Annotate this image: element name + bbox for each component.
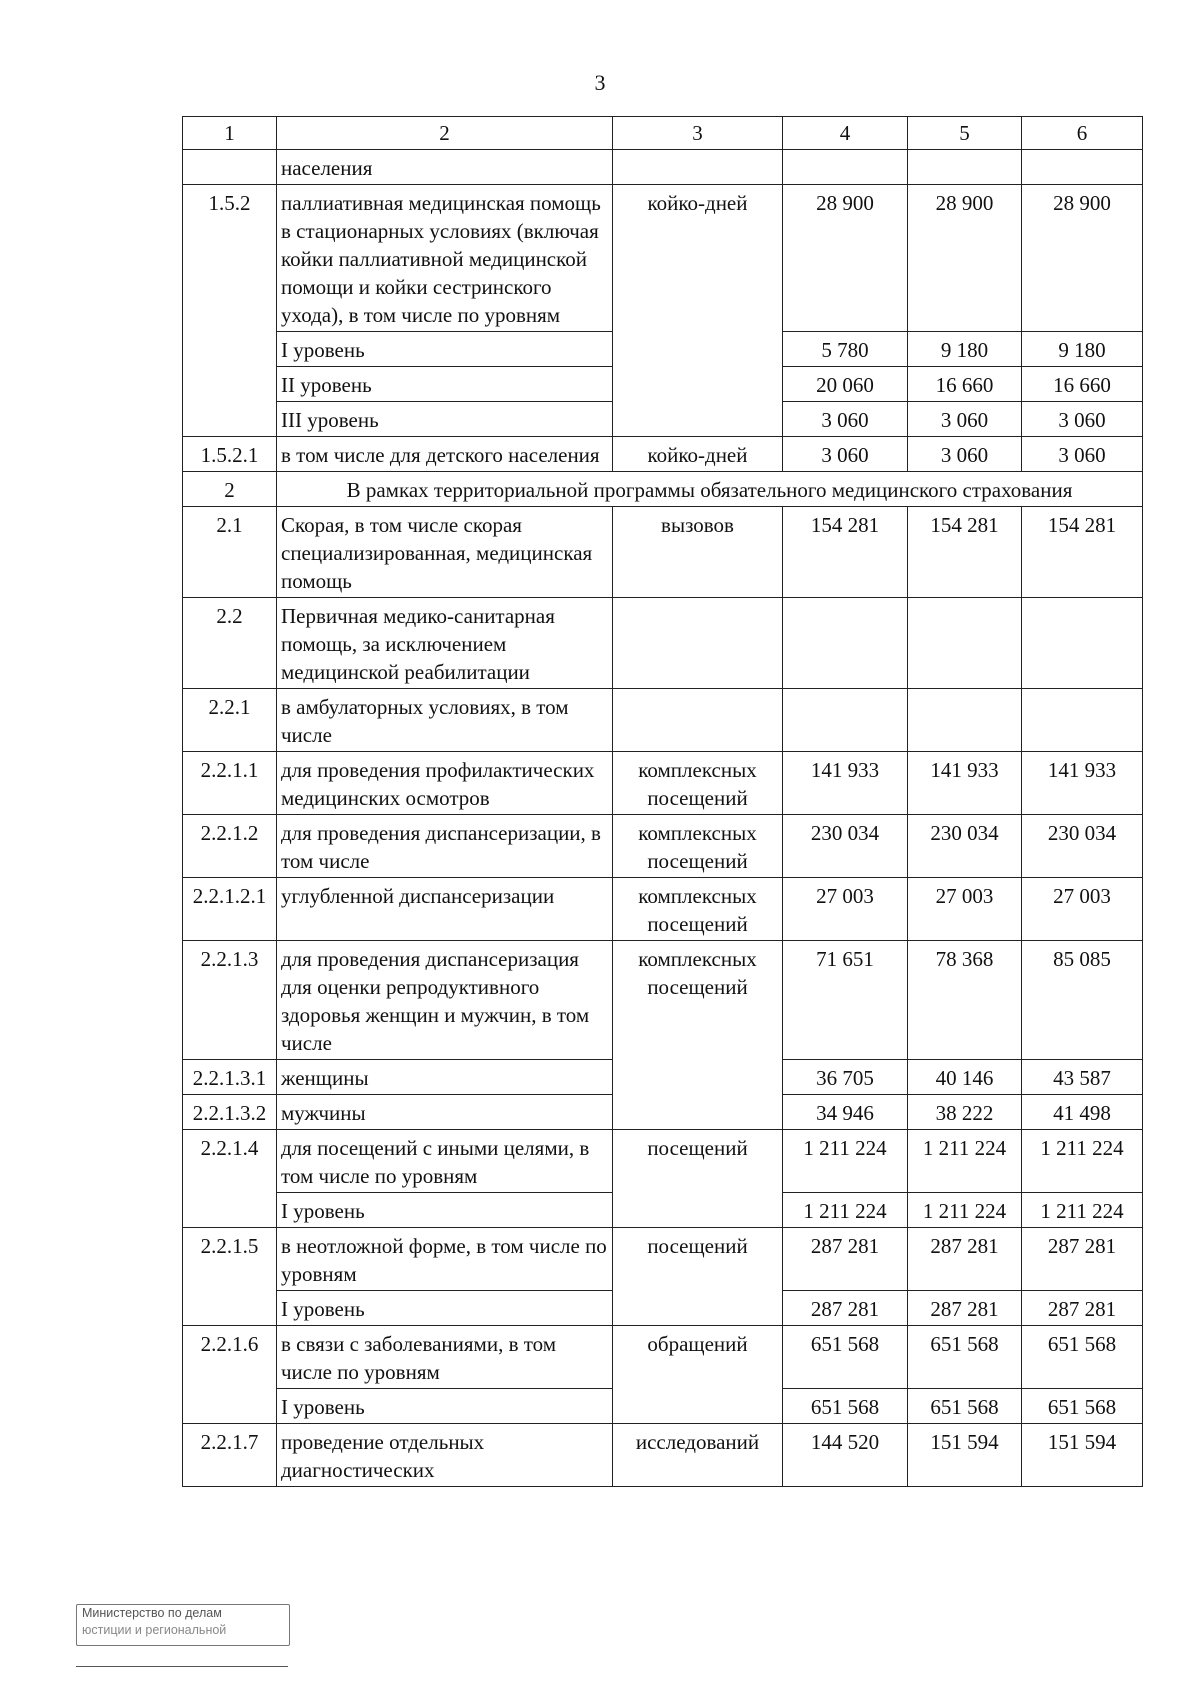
row-value-col6 — [1022, 689, 1143, 752]
row-value-col5: 40 146 — [908, 1060, 1022, 1095]
row-value-col4: 3 060 — [783, 402, 908, 437]
row-value-col6 — [1022, 598, 1143, 689]
row-value-col4: 5 780 — [783, 332, 908, 367]
row-number: 2.2.1.5 — [183, 1228, 277, 1326]
row-name: I уровень — [277, 1389, 613, 1424]
row-number: 2.2.1.2.1 — [183, 878, 277, 941]
row-name: населения — [277, 150, 613, 185]
table-row — [183, 815, 1143, 878]
row-unit — [613, 598, 783, 689]
row-value-col5: 151 594 — [908, 1424, 1022, 1487]
row-value-col4: 34 946 — [783, 1095, 908, 1130]
header-cell: 4 — [783, 117, 908, 150]
row-number: 2.2.1.3.2 — [183, 1095, 277, 1130]
row-value-col5: 154 281 — [908, 507, 1022, 598]
row-name: женщины — [277, 1060, 613, 1095]
row-value-col4: 287 281 — [783, 1291, 908, 1326]
row-value-col4: 230 034 — [783, 815, 908, 878]
row-value-col6: 16 660 — [1022, 367, 1143, 402]
table-row — [183, 1326, 1143, 1389]
table-row — [183, 1424, 1143, 1487]
row-value-col5 — [908, 689, 1022, 752]
row-value-col5: 38 222 — [908, 1095, 1022, 1130]
row-value-col5: 287 281 — [908, 1228, 1022, 1291]
table-row — [183, 185, 1143, 332]
row-value-col6: 85 085 — [1022, 941, 1143, 1060]
row-value-col4: 27 003 — [783, 878, 908, 941]
row-value-col6: 230 034 — [1022, 815, 1143, 878]
row-value-col5: 78 368 — [908, 941, 1022, 1060]
row-value-col5: 9 180 — [908, 332, 1022, 367]
row-value-col6: 151 594 — [1022, 1424, 1143, 1487]
row-number: 2.2.1.4 — [183, 1130, 277, 1228]
row-value-col4: 287 281 — [783, 1228, 908, 1291]
row-value-col4: 20 060 — [783, 367, 908, 402]
table-row — [183, 150, 1143, 185]
row-value-col5: 16 660 — [908, 367, 1022, 402]
row-unit — [613, 689, 783, 752]
row-value-col4: 144 520 — [783, 1424, 908, 1487]
table-row — [183, 507, 1143, 598]
row-value-col4 — [783, 150, 908, 185]
row-name: для проведения диспансеризация для оценки репродуктивного здоровья женщин и мужчин, в том числе — [277, 941, 613, 1060]
stamp-line-2: юстиции и региональной — [82, 1623, 227, 1637]
row-unit: обращений — [613, 1326, 783, 1424]
row-value-col5 — [908, 150, 1022, 185]
row-value-col4: 36 705 — [783, 1060, 908, 1095]
row-number: 2 — [183, 472, 277, 507]
row-value-col6: 43 587 — [1022, 1060, 1143, 1095]
ministry-stamp — [76, 1604, 292, 1666]
row-name: Первичная медико-санитарная помощь, за исключением медицинской реабилитации — [277, 598, 613, 689]
table-row — [183, 437, 1143, 472]
header-cell: 2 — [277, 117, 613, 150]
data-table — [182, 116, 1143, 1487]
row-number: 2.2.1.1 — [183, 752, 277, 815]
row-unit: койко-дней — [613, 185, 783, 437]
table-row — [183, 1228, 1143, 1291]
row-name: для посещений с иными целями, в том числе по уровням — [277, 1130, 613, 1193]
row-number: 1.5.2 — [183, 185, 277, 437]
row-value-col4: 141 933 — [783, 752, 908, 815]
row-name: в связи с заболеваниями, в том числе по уровням — [277, 1326, 613, 1389]
row-value-col5: 651 568 — [908, 1389, 1022, 1424]
row-value-col6: 651 568 — [1022, 1326, 1143, 1389]
header-cell: 1 — [183, 117, 277, 150]
row-value-col5: 3 060 — [908, 437, 1022, 472]
row-value-col4: 651 568 — [783, 1326, 908, 1389]
row-value-col5: 287 281 — [908, 1291, 1022, 1326]
row-name: в том числе для детского населения — [277, 437, 613, 472]
row-name: III уровень — [277, 402, 613, 437]
table-row — [183, 878, 1143, 941]
row-name: для проведения профилактических медицинских осмотров — [277, 752, 613, 815]
row-name: углубленной диспансеризации — [277, 878, 613, 941]
row-unit: посещений — [613, 1130, 783, 1228]
row-value-col4: 1 211 224 — [783, 1193, 908, 1228]
row-unit: комплексных посещений — [613, 815, 783, 878]
row-value-col5 — [908, 598, 1022, 689]
row-value-col6: 27 003 — [1022, 878, 1143, 941]
row-number: 2.2.1.2 — [183, 815, 277, 878]
row-number: 2.2.1.7 — [183, 1424, 277, 1487]
row-value-col5: 1 211 224 — [908, 1193, 1022, 1228]
row-number: 2.2 — [183, 598, 277, 689]
row-unit — [613, 150, 783, 185]
row-value-col5: 230 034 — [908, 815, 1022, 878]
row-value-col5: 28 900 — [908, 185, 1022, 332]
stamp-line-1: Министерство по делам — [82, 1606, 222, 1620]
row-value-col6: 651 568 — [1022, 1389, 1143, 1424]
row-value-col5: 1 211 224 — [908, 1130, 1022, 1193]
row-unit: исследований — [613, 1424, 783, 1487]
header-cell: 3 — [613, 117, 783, 150]
row-value-col6: 28 900 — [1022, 185, 1143, 332]
header-cell: 6 — [1022, 117, 1143, 150]
row-name: проведение отдельных диагностических — [277, 1424, 613, 1487]
table-row — [183, 941, 1143, 1060]
table-row — [183, 689, 1143, 752]
row-value-col4 — [783, 598, 908, 689]
row-name: мужчины — [277, 1095, 613, 1130]
row-value-col6: 154 281 — [1022, 507, 1143, 598]
header-row — [183, 117, 1143, 150]
section-row — [183, 472, 1143, 507]
row-name: I уровень — [277, 1291, 613, 1326]
row-number: 2.2.1.3 — [183, 941, 277, 1060]
row-name: в амбулаторных условиях, в том числе — [277, 689, 613, 752]
row-value-col4: 28 900 — [783, 185, 908, 332]
row-value-col6: 3 060 — [1022, 437, 1143, 472]
row-number: 2.2.1.6 — [183, 1326, 277, 1424]
row-name: для проведения диспансеризации, в том числе — [277, 815, 613, 878]
row-unit: комплексных посещений — [613, 941, 783, 1130]
row-name: I уровень — [277, 1193, 613, 1228]
row-value-col5: 141 933 — [908, 752, 1022, 815]
row-name: I уровень — [277, 332, 613, 367]
row-value-col6: 41 498 — [1022, 1095, 1143, 1130]
row-name: паллиативная медицинская помощь в стационарных условиях (включая койки паллиативной медицинской помощи и койки сестринского ухода), в том числе по уровням — [277, 185, 613, 332]
row-value-col4: 3 060 — [783, 437, 908, 472]
table-row — [183, 1130, 1143, 1193]
row-unit: комплексных посещений — [613, 878, 783, 941]
row-value-col6: 9 180 — [1022, 332, 1143, 367]
row-unit: комплексных посещений — [613, 752, 783, 815]
row-value-col6: 287 281 — [1022, 1228, 1143, 1291]
row-value-col6: 3 060 — [1022, 402, 1143, 437]
row-name: Скорая, в том числе скорая специализированная, медицинская помощь — [277, 507, 613, 598]
row-unit: вызовов — [613, 507, 783, 598]
row-number: 2.1 — [183, 507, 277, 598]
row-value-col6: 1 211 224 — [1022, 1193, 1143, 1228]
section-title: В рамках территориальной программы обязательного медицинского страхования — [277, 472, 1143, 507]
row-value-col5: 27 003 — [908, 878, 1022, 941]
row-value-col5: 651 568 — [908, 1326, 1022, 1389]
row-value-col4: 651 568 — [783, 1389, 908, 1424]
header-cell: 5 — [908, 117, 1022, 150]
table-row — [183, 752, 1143, 815]
row-value-col6: 287 281 — [1022, 1291, 1143, 1326]
row-value-col6: 1 211 224 — [1022, 1130, 1143, 1193]
row-value-col6 — [1022, 150, 1143, 185]
row-unit: койко-дней — [613, 437, 783, 472]
row-value-col4: 1 211 224 — [783, 1130, 908, 1193]
page-number: 3 — [594, 70, 606, 95]
row-number: 2.2.1.3.1 — [183, 1060, 277, 1095]
row-number: 2.2.1 — [183, 689, 277, 752]
row-number: 1.5.2.1 — [183, 437, 277, 472]
row-value-col5: 3 060 — [908, 402, 1022, 437]
row-value-col4: 71 651 — [783, 941, 908, 1060]
table-row — [183, 598, 1143, 689]
row-unit: посещений — [613, 1228, 783, 1326]
row-name: в неотложной форме, в том числе по уровням — [277, 1228, 613, 1291]
row-value-col4: 154 281 — [783, 507, 908, 598]
row-number — [183, 150, 277, 185]
stamp-underline — [76, 1666, 288, 1667]
row-value-col4 — [783, 689, 908, 752]
row-value-col6: 141 933 — [1022, 752, 1143, 815]
row-name: II уровень — [277, 367, 613, 402]
